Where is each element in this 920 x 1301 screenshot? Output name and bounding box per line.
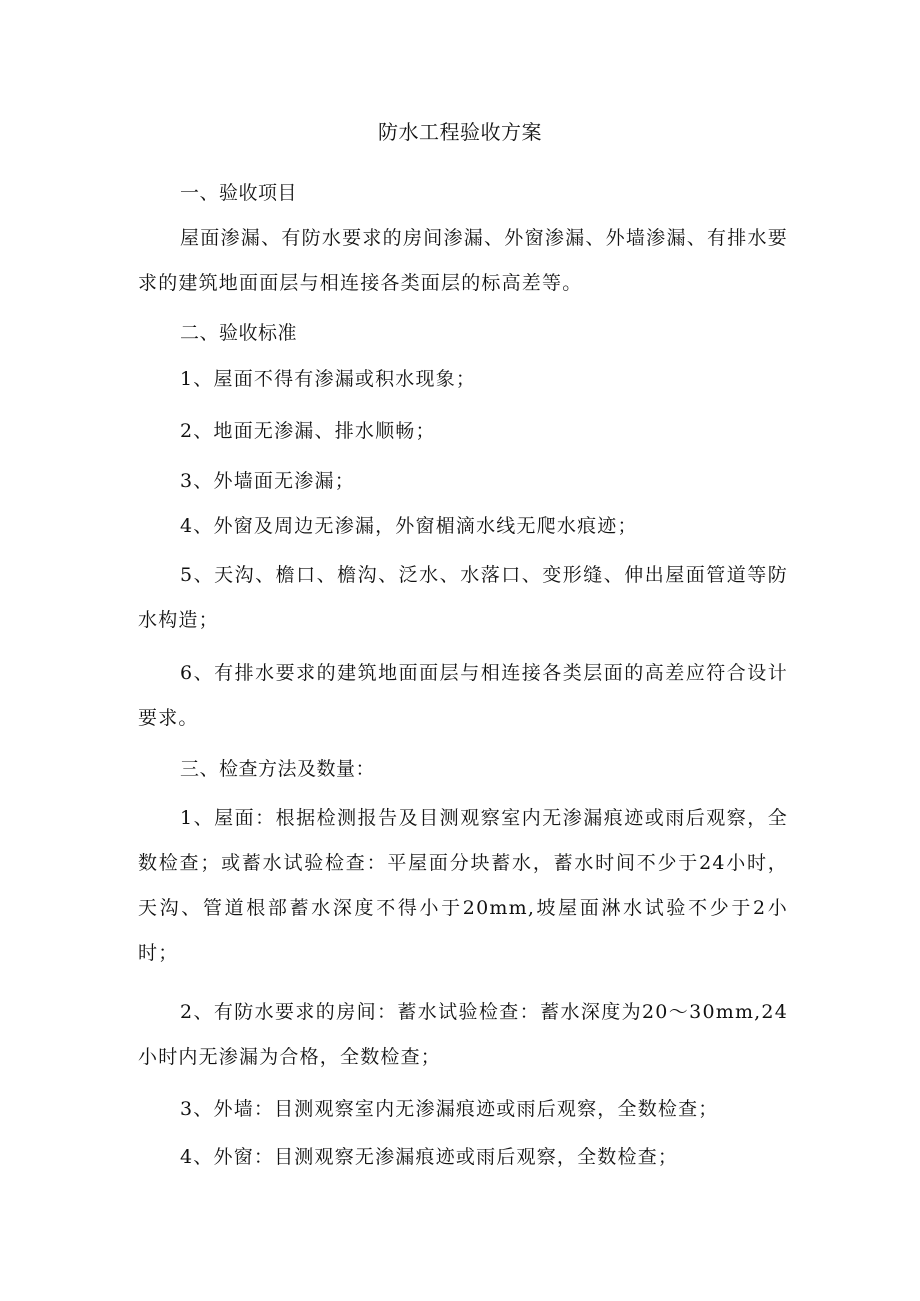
standard-item-3: 3、外墙面无渗漏； (180, 470, 355, 492)
standard-item-1: 1、屋面不得有渗漏或积水现象； (180, 368, 477, 390)
paragraph-acceptance-items: 屋面渗漏、有防水要求的房间渗漏、外窗渗漏、外墙渗漏、有排水要求的建筑地面面层与相连接各类面层的标高差等。 (138, 227, 788, 294)
inspection-item-4: 4、外窗：目测观察无渗漏痕迹或雨后观察，全数检查； (180, 1146, 679, 1168)
inspection-item-1: 1、屋面：根据检测报告及目测观察室内无渗漏痕迹或雨后观察，全数检查；或蓄水试验检查：平屋面分块蓄水，蓄水时间不少于24小时，天沟、管道根部蓄水深度不得小于20mm,坡屋面淋水试验不少于2小时； (138, 807, 788, 964)
standard-item-6: 6、有排水要求的建筑地面面层与相连接各类层面的高差应符合设计要求。 (138, 662, 788, 729)
document-title: 防水工程验收方案 (378, 120, 542, 144)
section-heading-acceptance-standards: 二、验收标准 (180, 322, 298, 344)
inspection-item-2: 2、有防水要求的房间：蓄水试验检查：蓄水深度为20～30mm,24小时内无渗漏为合格，全数检查； (138, 1001, 788, 1068)
standard-item-2: 2、地面无渗漏、排水顺畅； (180, 420, 436, 442)
standard-item-5: 5、天沟、檐口、檐沟、泛水、水落口、变形缝、伸出屋面管道等防水构造； (138, 564, 788, 631)
section-heading-acceptance-items: 一、验收项目 (180, 182, 298, 204)
standard-item-4: 4、外窗及周边无渗漏，外窗楣滴水线无爬水痕迹； (180, 515, 638, 537)
section-heading-inspection-methods: 三、检查方法及数量： (180, 758, 376, 780)
inspection-item-3: 3、外墙：目测观察室内无渗漏痕迹或雨后观察，全数检查； (180, 1098, 719, 1120)
